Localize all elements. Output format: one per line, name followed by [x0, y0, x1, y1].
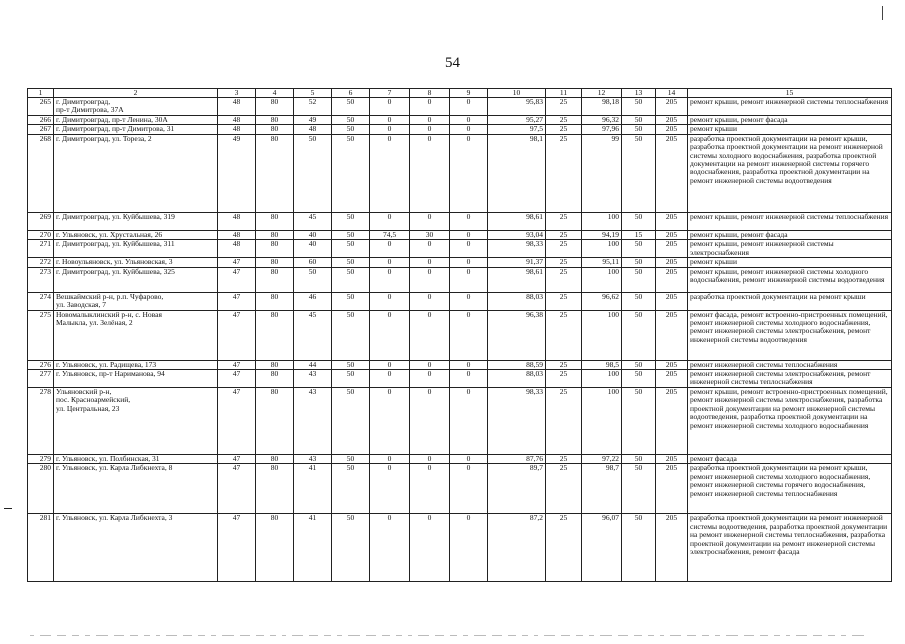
- cell-value: 0: [450, 455, 488, 464]
- work-types: ремонт инженерной системы теплоснабжения: [688, 360, 892, 369]
- cell-value: 50: [332, 360, 370, 369]
- cell-value: 80: [256, 514, 294, 582]
- cell-value: 45: [294, 212, 332, 230]
- cell-value: 97,5: [488, 125, 546, 134]
- cell-value: 0: [450, 125, 488, 134]
- cell-value: 88,03: [488, 292, 546, 310]
- cell-value: 50: [332, 258, 370, 267]
- cell-value: 30: [410, 230, 450, 239]
- column-header: 10: [488, 89, 546, 98]
- cell-value: 98,33: [488, 388, 546, 455]
- address: г. Ульяновск, ул. Карла Либкнехта, 3: [54, 514, 218, 582]
- cell-value: 98,61: [488, 267, 546, 292]
- cell-value: 25: [546, 292, 582, 310]
- cell-value: 50: [332, 230, 370, 239]
- cell-value: 50: [622, 370, 656, 388]
- cell-value: 0: [410, 514, 450, 582]
- cell-value: 50: [332, 212, 370, 230]
- cell-value: 47: [218, 388, 256, 455]
- row-number: 275: [28, 310, 54, 360]
- table-row: [28, 514, 892, 582]
- work-types: разработка проектной документации на ремонт крыши: [688, 292, 892, 310]
- cell-value: 89,7: [488, 464, 546, 514]
- cell-value: 0: [370, 125, 410, 134]
- row-number: 268: [28, 134, 54, 212]
- work-types: разработка проектной документации на ремонт крыши, разработка проектной документации на ремонт инженерной системы холодного водоснабжения, разработка проектной документации на ремонт инженерной системы горячего водоснабжения, разработка проектной документации на ремонт инженерной системы водоотведения: [688, 134, 892, 212]
- cell-value: 25: [546, 98, 582, 116]
- cell-value: 205: [656, 292, 688, 310]
- work-types: разработка проектной документации на ремонт инженерной системы водоотведения, разработка проектной документации на ремонт инженерной системы теплоснабжения, разработка проектной документации на ремонт инженерной системы электроснабжения, ремонт фасада: [688, 514, 892, 582]
- cell-value: 50: [622, 212, 656, 230]
- address: г. Ульяновск, ул. Хрустальная, 26: [54, 230, 218, 239]
- cell-value: 50: [332, 240, 370, 258]
- cell-value: 100: [582, 310, 622, 360]
- row-number: 274: [28, 292, 54, 310]
- cell-value: 25: [546, 134, 582, 212]
- cell-value: 50: [332, 455, 370, 464]
- cell-value: 0: [410, 292, 450, 310]
- cell-value: 97,22: [582, 455, 622, 464]
- address: г. Димитровград, пр-т Димитрова, 37А: [54, 98, 218, 116]
- cell-value: 88,59: [488, 360, 546, 369]
- table-row: [28, 455, 892, 464]
- address: г. Димитровград, ул. Куйбышева, 311: [54, 240, 218, 258]
- cell-value: 96,62: [582, 292, 622, 310]
- cell-value: 50: [332, 388, 370, 455]
- table-row: [28, 116, 892, 125]
- cell-value: 41: [294, 514, 332, 582]
- cell-value: 80: [256, 125, 294, 134]
- cell-value: 50: [332, 134, 370, 212]
- cell-value: 47: [218, 292, 256, 310]
- row-number: 270: [28, 230, 54, 239]
- cell-value: 80: [256, 98, 294, 116]
- cell-value: 98,5: [582, 360, 622, 369]
- cell-value: 0: [370, 310, 410, 360]
- cell-value: 0: [410, 464, 450, 514]
- address: г. Димитровград, ул. Тореза, 2: [54, 134, 218, 212]
- row-number: 265: [28, 98, 54, 116]
- cell-value: 0: [450, 240, 488, 258]
- cell-value: 87,76: [488, 455, 546, 464]
- cell-value: 50: [332, 292, 370, 310]
- cell-value: 205: [656, 116, 688, 125]
- column-header: 15: [688, 89, 892, 98]
- row-number: 277: [28, 370, 54, 388]
- address: г. Димитровград, ул. Куйбышева, 319: [54, 212, 218, 230]
- work-types: ремонт фасада, ремонт встроенно-пристроенных помещений, ремонт инженерной системы холодного водоснабжения, ремонт инженерной системы электроснабжения, ремонт инженерной системы водоотведения: [688, 310, 892, 360]
- margin-mark: [4, 508, 12, 509]
- cell-value: 49: [218, 134, 256, 212]
- cell-value: 205: [656, 125, 688, 134]
- cell-value: 205: [656, 310, 688, 360]
- cell-value: 43: [294, 370, 332, 388]
- column-header: 2: [54, 89, 218, 98]
- cell-value: 80: [256, 455, 294, 464]
- cell-value: 0: [370, 388, 410, 455]
- address: г. Ульяновск, пр-т Нариманова, 94: [54, 370, 218, 388]
- cell-value: 50: [622, 455, 656, 464]
- cell-value: 0: [370, 370, 410, 388]
- cell-value: 46: [294, 292, 332, 310]
- cell-value: 0: [410, 125, 450, 134]
- cell-value: 48: [294, 125, 332, 134]
- cell-value: 52: [294, 98, 332, 116]
- row-number: 272: [28, 258, 54, 267]
- cell-value: 0: [450, 360, 488, 369]
- row-number: 267: [28, 125, 54, 134]
- work-types: ремонт крыши, ремонт инженерной системы теплоснабжения: [688, 212, 892, 230]
- cell-value: 100: [582, 370, 622, 388]
- cell-value: 205: [656, 388, 688, 455]
- cell-value: 205: [656, 267, 688, 292]
- address: г. Ульяновск, ул. Карла Либкнехта, 8: [54, 464, 218, 514]
- table-row: [28, 292, 892, 310]
- cell-value: 80: [256, 134, 294, 212]
- cell-value: 97,96: [582, 125, 622, 134]
- cell-value: 0: [370, 240, 410, 258]
- cell-value: 0: [410, 212, 450, 230]
- cell-value: 0: [410, 116, 450, 125]
- cell-value: 94,19: [582, 230, 622, 239]
- cell-value: 47: [218, 258, 256, 267]
- cell-value: 48: [218, 116, 256, 125]
- table-row: [28, 310, 892, 360]
- cell-value: 205: [656, 98, 688, 116]
- column-header: 11: [546, 89, 582, 98]
- work-types: ремонт крыши: [688, 258, 892, 267]
- cell-value: 50: [622, 116, 656, 125]
- cell-value: 205: [656, 230, 688, 239]
- cell-value: 205: [656, 514, 688, 582]
- cell-value: 43: [294, 388, 332, 455]
- cell-value: 0: [450, 230, 488, 239]
- cell-value: 0: [410, 455, 450, 464]
- cell-value: 100: [582, 388, 622, 455]
- cell-value: 0: [410, 240, 450, 258]
- cell-value: 0: [370, 116, 410, 125]
- work-types: ремонт крыши, ремонт инженерной системы холодного водоснабжения, ремонт инженерной системы водоотведения: [688, 267, 892, 292]
- work-types: ремонт крыши, ремонт фасада: [688, 230, 892, 239]
- cell-value: 0: [450, 370, 488, 388]
- table-row: [28, 240, 892, 258]
- work-types: ремонт крыши, ремонт встроенно-пристроенных помещений, ремонт инженерной системы электроснабжения, разработка проектной документации на ремонт инженерной системы водоотведения, разработка проектной документации на ремонт инженерной системы холодного водоснабжения: [688, 388, 892, 455]
- cell-value: 15: [622, 230, 656, 239]
- column-header: 13: [622, 89, 656, 98]
- cell-value: 80: [256, 240, 294, 258]
- table-row: [28, 464, 892, 514]
- cell-value: 25: [546, 370, 582, 388]
- cell-value: 98,61: [488, 212, 546, 230]
- cell-value: 0: [370, 267, 410, 292]
- cell-value: 98,18: [582, 98, 622, 116]
- cell-value: 50: [332, 464, 370, 514]
- footer-line: [30, 626, 890, 632]
- table-row: [28, 212, 892, 230]
- cell-value: 74,5: [370, 230, 410, 239]
- row-number: 280: [28, 464, 54, 514]
- table-body: [28, 98, 892, 582]
- cell-value: 47: [218, 370, 256, 388]
- address: г. Димитровград, ул. Куйбышева, 325: [54, 267, 218, 292]
- row-number: 278: [28, 388, 54, 455]
- column-header: 7: [370, 89, 410, 98]
- cell-value: 40: [294, 230, 332, 239]
- cell-value: 50: [622, 267, 656, 292]
- cell-value: 25: [546, 116, 582, 125]
- cell-value: 0: [370, 464, 410, 514]
- address: г. Новоульяновск, ул. Ульяновская, 3: [54, 258, 218, 267]
- header-row: [28, 89, 892, 98]
- cell-value: 96,32: [582, 116, 622, 125]
- work-types: ремонт крыши, ремонт инженерной системы теплоснабжения: [688, 98, 892, 116]
- cell-value: 0: [370, 360, 410, 369]
- cell-value: 0: [450, 116, 488, 125]
- column-header: 14: [656, 89, 688, 98]
- cell-value: 43: [294, 455, 332, 464]
- cell-value: 50: [622, 134, 656, 212]
- row-number: 276: [28, 360, 54, 369]
- cell-value: 98,1: [488, 134, 546, 212]
- work-types: ремонт инженерной системы электроснабжения, ремонт инженерной системы теплоснабжения: [688, 370, 892, 388]
- cell-value: 100: [582, 240, 622, 258]
- cell-value: 47: [218, 267, 256, 292]
- cell-value: 96,38: [488, 310, 546, 360]
- cell-value: 0: [450, 212, 488, 230]
- cell-value: 0: [450, 292, 488, 310]
- row-number: 281: [28, 514, 54, 582]
- cell-value: 25: [546, 230, 582, 239]
- cell-value: 50: [332, 116, 370, 125]
- work-types: разработка проектной документации на ремонт крыши, ремонт инженерной системы холодного водоснабжения, ремонт инженерной системы горячего водоснабжения, ремонт инженерной системы теплоснабжения: [688, 464, 892, 514]
- row-number: 266: [28, 116, 54, 125]
- cell-value: 50: [622, 292, 656, 310]
- cell-value: 0: [370, 455, 410, 464]
- cell-value: 50: [622, 464, 656, 514]
- table-row: [28, 98, 892, 116]
- cell-value: 50: [622, 388, 656, 455]
- work-types: ремонт крыши: [688, 125, 892, 134]
- work-types: ремонт фасада: [688, 455, 892, 464]
- cell-value: 40: [294, 240, 332, 258]
- cell-value: 50: [332, 310, 370, 360]
- cell-value: 95,27: [488, 116, 546, 125]
- work-types: ремонт крыши, ремонт фасада: [688, 116, 892, 125]
- table-row: [28, 134, 892, 212]
- cell-value: 80: [256, 310, 294, 360]
- address: г. Ульяновск, ул. Полбинская, 31: [54, 455, 218, 464]
- cell-value: 50: [332, 514, 370, 582]
- cell-value: 99: [582, 134, 622, 212]
- margin-mark: [882, 6, 883, 20]
- column-header: 8: [410, 89, 450, 98]
- column-header: 4: [256, 89, 294, 98]
- row-number: 269: [28, 212, 54, 230]
- cell-value: 80: [256, 370, 294, 388]
- cell-value: 87,2: [488, 514, 546, 582]
- cell-value: 50: [294, 267, 332, 292]
- cell-value: 0: [410, 267, 450, 292]
- table-row: [28, 125, 892, 134]
- cell-value: 80: [256, 388, 294, 455]
- cell-value: 0: [450, 464, 488, 514]
- address: Новомалыклинский р-н, с. Новая Малыкла, ул. Зелёная, 2: [54, 310, 218, 360]
- address: г. Димитровград, пр-т Димитрова, 31: [54, 125, 218, 134]
- address: г. Димитровград, пр-т Ленина, 30А: [54, 116, 218, 125]
- address: Ульяновский р-н, пос. Красноармейский, ул. Центральная, 23: [54, 388, 218, 455]
- column-header: 6: [332, 89, 370, 98]
- row-number: 273: [28, 267, 54, 292]
- cell-value: 0: [410, 98, 450, 116]
- row-number: 279: [28, 455, 54, 464]
- cell-value: 93,04: [488, 230, 546, 239]
- cell-value: 205: [656, 134, 688, 212]
- cell-value: 45: [294, 310, 332, 360]
- cell-value: 25: [546, 464, 582, 514]
- cell-value: 205: [656, 240, 688, 258]
- cell-value: 205: [656, 360, 688, 369]
- cell-value: 50: [622, 125, 656, 134]
- cell-value: 44: [294, 360, 332, 369]
- cell-value: 98,33: [488, 240, 546, 258]
- cell-value: 47: [218, 310, 256, 360]
- cell-value: 96,07: [582, 514, 622, 582]
- cell-value: 50: [332, 267, 370, 292]
- cell-value: 0: [410, 134, 450, 212]
- cell-value: 80: [256, 267, 294, 292]
- cell-value: 47: [218, 455, 256, 464]
- table-row: [28, 267, 892, 292]
- cell-value: 50: [622, 514, 656, 582]
- cell-value: 25: [546, 514, 582, 582]
- cell-value: 0: [450, 310, 488, 360]
- cell-value: 60: [294, 258, 332, 267]
- cell-value: 50: [622, 310, 656, 360]
- cell-value: 50: [332, 125, 370, 134]
- cell-value: 50: [622, 360, 656, 369]
- cell-value: 50: [622, 258, 656, 267]
- table-row: [28, 388, 892, 455]
- cell-value: 80: [256, 230, 294, 239]
- cell-value: 25: [546, 388, 582, 455]
- cell-value: 0: [410, 310, 450, 360]
- cell-value: 25: [546, 240, 582, 258]
- cell-value: 88,03: [488, 370, 546, 388]
- table-row: [28, 258, 892, 267]
- cell-value: 47: [218, 514, 256, 582]
- cell-value: 0: [370, 292, 410, 310]
- table-row: [28, 370, 892, 388]
- cell-value: 205: [656, 258, 688, 267]
- cell-value: 0: [450, 258, 488, 267]
- page-number: 54: [445, 55, 460, 71]
- address: г. Ульяновск, ул. Радищева, 173: [54, 360, 218, 369]
- cell-value: 0: [410, 388, 450, 455]
- cell-value: 205: [656, 370, 688, 388]
- cell-value: 95,11: [582, 258, 622, 267]
- cell-value: 47: [218, 464, 256, 514]
- cell-value: 91,37: [488, 258, 546, 267]
- cell-value: 25: [546, 212, 582, 230]
- cell-value: 80: [256, 360, 294, 369]
- cell-value: 0: [370, 514, 410, 582]
- cell-value: 50: [622, 240, 656, 258]
- cell-value: 0: [370, 258, 410, 267]
- cell-value: 50: [622, 98, 656, 116]
- cell-value: 0: [370, 98, 410, 116]
- cell-value: 50: [294, 134, 332, 212]
- cell-value: 0: [450, 98, 488, 116]
- cell-value: 205: [656, 455, 688, 464]
- register-table: [27, 88, 892, 582]
- cell-value: 48: [218, 125, 256, 134]
- cell-value: 0: [450, 388, 488, 455]
- cell-value: 49: [294, 116, 332, 125]
- cell-value: 80: [256, 212, 294, 230]
- cell-value: 80: [256, 116, 294, 125]
- cell-value: 41: [294, 464, 332, 514]
- cell-value: 25: [546, 310, 582, 360]
- cell-value: 48: [218, 98, 256, 116]
- table-row: [28, 230, 892, 239]
- cell-value: 98,7: [582, 464, 622, 514]
- row-number: 271: [28, 240, 54, 258]
- cell-value: 48: [218, 240, 256, 258]
- cell-value: 0: [410, 360, 450, 369]
- column-header: 5: [294, 89, 332, 98]
- cell-value: 80: [256, 258, 294, 267]
- cell-value: 205: [656, 212, 688, 230]
- cell-value: 0: [450, 514, 488, 582]
- cell-value: 25: [546, 267, 582, 292]
- cell-value: 100: [582, 267, 622, 292]
- column-header: 12: [582, 89, 622, 98]
- cell-value: 205: [656, 464, 688, 514]
- cell-value: 0: [370, 212, 410, 230]
- table-row: [28, 360, 892, 369]
- column-header: 3: [218, 89, 256, 98]
- cell-value: 50: [332, 98, 370, 116]
- cell-value: 48: [218, 230, 256, 239]
- work-types: ремонт крыши, ремонт инженерной системы электроснабжения: [688, 240, 892, 258]
- column-header: 1: [28, 89, 54, 98]
- cell-value: 50: [332, 370, 370, 388]
- cell-value: 25: [546, 125, 582, 134]
- cell-value: 25: [546, 360, 582, 369]
- cell-value: 0: [410, 258, 450, 267]
- cell-value: 0: [450, 267, 488, 292]
- address: Вешкаймский р-н, р.п. Чуфарово, ул. Заводская, 7: [54, 292, 218, 310]
- column-header: 9: [450, 89, 488, 98]
- cell-value: 0: [410, 370, 450, 388]
- cell-value: 80: [256, 464, 294, 514]
- cell-value: 25: [546, 258, 582, 267]
- cell-value: 80: [256, 292, 294, 310]
- cell-value: 95,83: [488, 98, 546, 116]
- cell-value: 0: [450, 134, 488, 212]
- cell-value: 47: [218, 360, 256, 369]
- cell-value: 0: [370, 134, 410, 212]
- cell-value: 100: [582, 212, 622, 230]
- cell-value: 48: [218, 212, 256, 230]
- cell-value: 25: [546, 455, 582, 464]
